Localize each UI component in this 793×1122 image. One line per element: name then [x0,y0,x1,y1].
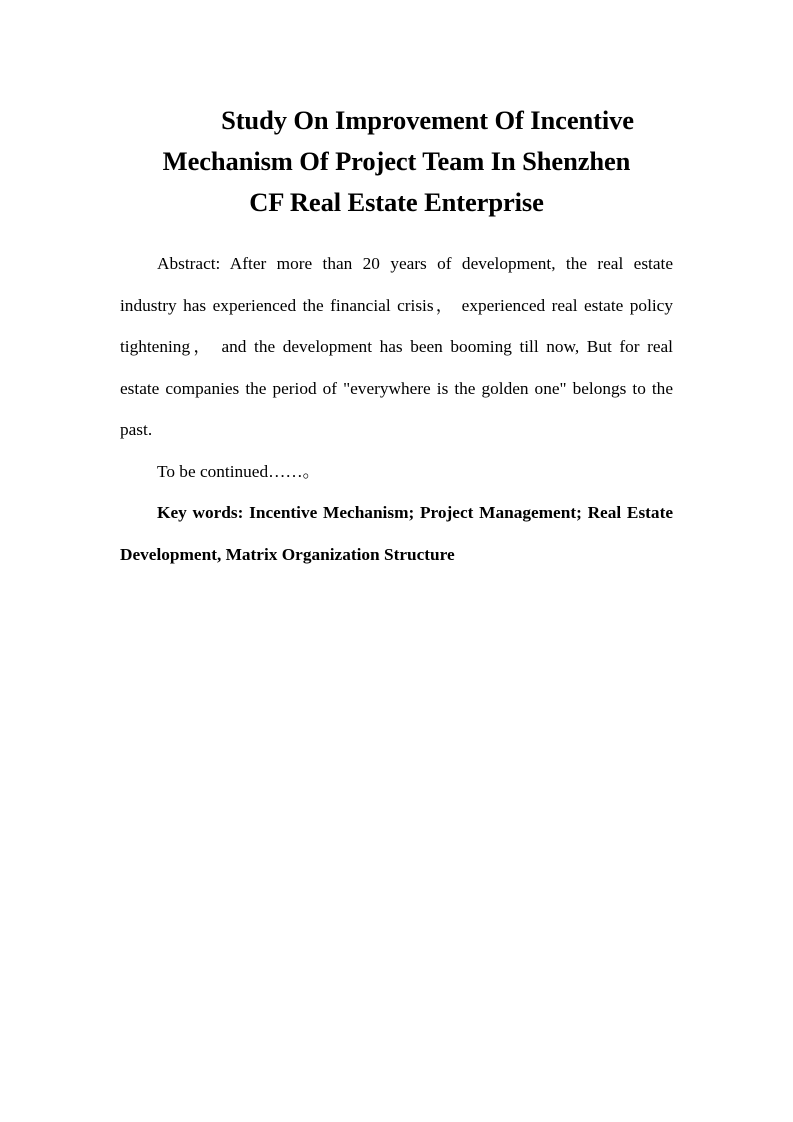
keywords-paragraph [120,492,673,575]
paper-title [120,100,673,223]
keywords-text: Incentive Mechanism; Project Management; Real Estate Development, Matrix Organization Structure [120,503,673,564]
keywords-label: Key words: [157,503,244,522]
title-line-1: Study On Improvement Of Incentive [221,105,634,135]
continued-paragraph: To be continued……。 [157,461,320,481]
abstract-text: After more than 20 years of development, the real estate industry has experienced the financial crisis， experienced real estate policy tightening， and the development has been booming till now, But for real estate companies the period of "everywhere is the golden one" belongs to the past. [120,254,673,439]
abstract-paragraph [120,243,673,451]
abstract-section [120,243,673,575]
title-line-3: CF Real Estate Enterprise [249,187,544,217]
title-line-2: Mechanism Of Project Team In Shenzhen [162,146,631,176]
abstract-label: Abstract: [157,254,221,273]
